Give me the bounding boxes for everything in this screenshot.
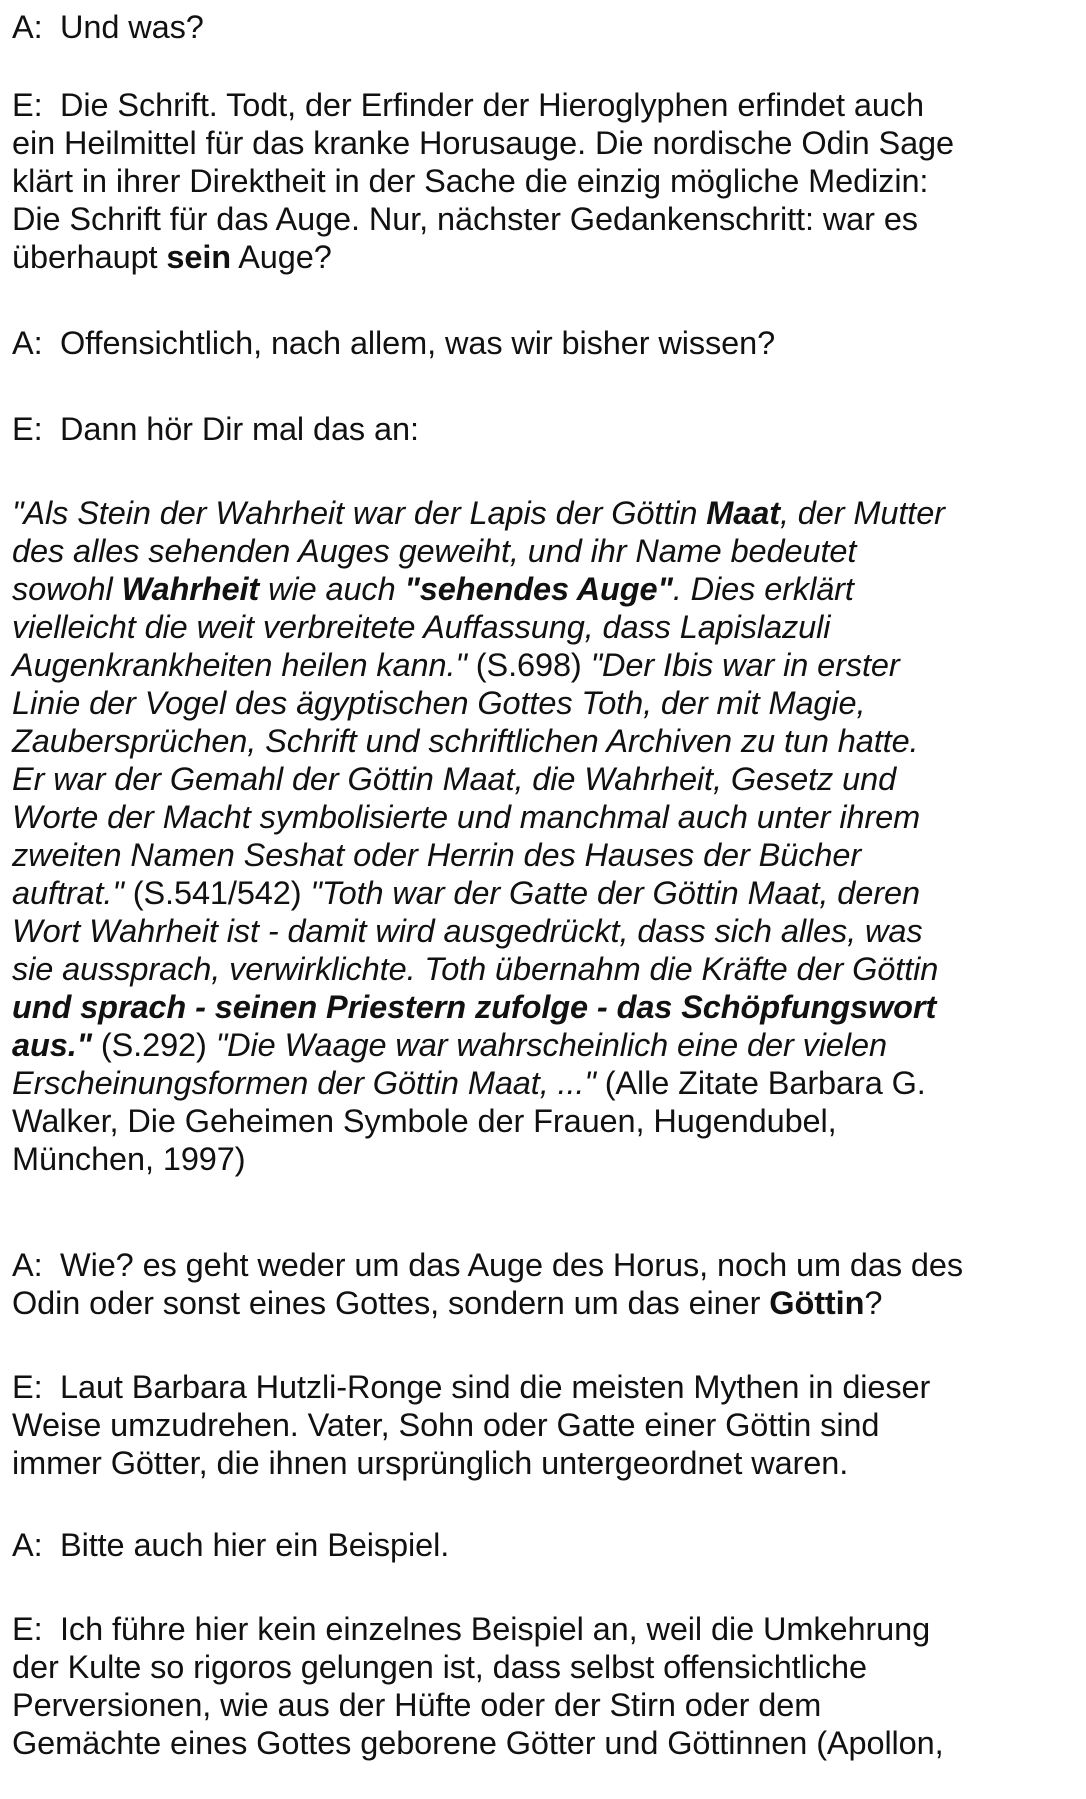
quote-text: Wort Wahrheit ist - damit wird ausgedrückt, dass sich alles, was — [12, 913, 923, 949]
dialogue-text: Die Schrift. Todt, der Erfinder der Hieroglyphen erfindet auch — [60, 87, 924, 123]
dialogue-text: Odin oder sonst eines Gottes, sondern um das einer — [12, 1285, 770, 1321]
quote-text: "Toth war der Gatte der Göttin Maat, deren — [310, 875, 920, 911]
quote-line — [12, 1026, 887, 1064]
quote-text: sowohl — [12, 571, 122, 607]
speaker-label: A: — [12, 9, 43, 45]
citation-text: (S.698) — [466, 647, 591, 683]
dialogue-text: Offensichtlich, nach allem, was wir bisher wissen? — [60, 325, 776, 361]
dialogue-line — [12, 8, 204, 46]
quote-line — [12, 646, 900, 684]
citation-text: (Alle Zitate Barbara G. — [595, 1065, 926, 1101]
quote-text: "Die Waage war wahrscheinlich eine der vielen — [215, 1027, 887, 1063]
speaker-label: E: — [12, 411, 43, 447]
dialogue-text: Auge? — [231, 239, 332, 275]
emphasis-text: sein — [166, 239, 232, 275]
quote-line — [12, 722, 919, 760]
quote-line — [12, 798, 920, 836]
dialogue-text: Weise umzudrehen. Vater, Sohn oder Gatte einer Göttin sind — [12, 1407, 880, 1443]
dialogue-text: ein Heilmittel für das kranke Horusauge. Die nordische Odin Sage — [12, 125, 955, 161]
dialogue-line — [12, 1610, 930, 1648]
quote-text: vielleicht die weit verbreitete Auffassung, dass Lapislazuli — [12, 609, 831, 645]
dialogue-text: immer Götter, die ihnen ursprünglich untergeordnet waren. — [12, 1445, 849, 1481]
speaker-label: E: — [12, 87, 43, 123]
quote-line — [12, 1102, 837, 1140]
dialogue-line — [12, 1284, 882, 1322]
quote-text: , der Mutter — [779, 495, 945, 531]
dialogue-text: Und was? — [60, 9, 204, 45]
quote-text: sie aussprach, verwirklichte. Toth übernahm die Kräfte der Göttin — [12, 951, 939, 987]
dialogue-text: überhaupt — [12, 239, 167, 275]
quote-text: Augenkrankheiten heilen kann." — [12, 647, 467, 683]
quote-text: Zaubersprüchen, Schrift und schriftlichen Archiven zu tun hatte. — [12, 723, 919, 759]
speaker-label: E: — [12, 1369, 43, 1405]
quote-text: "Der Ibis war in erster — [590, 647, 900, 683]
dialogue-line — [12, 238, 332, 276]
dialogue-text: der Kulte so rigoros gelungen ist, dass selbst offensichtliche — [12, 1649, 867, 1685]
quote-text: des alles sehenden Auges geweiht, und ihr Name bedeutet — [12, 533, 857, 569]
dialogue-line — [12, 1368, 930, 1406]
dialogue-line — [12, 200, 918, 238]
quote-line — [12, 570, 854, 608]
dialogue-line — [12, 1406, 879, 1444]
speaker-label: A: — [12, 1247, 43, 1283]
dialogue-text: Gemächte eines Gottes geborene Götter und Göttinnen (Apollon, — [12, 1725, 944, 1761]
quote-line — [12, 1064, 926, 1102]
dialogue-line — [12, 410, 419, 448]
dialogue-line — [12, 1648, 867, 1686]
quote-line — [12, 608, 830, 646]
speaker-label: A: — [12, 1527, 43, 1563]
speaker-label: E: — [12, 1611, 43, 1647]
quote-line — [12, 494, 945, 532]
emphasis-text: Wahrheit — [121, 571, 260, 607]
quote-line — [12, 532, 856, 570]
citation-text: Walker, Die Geheimen Symbole der Frauen, Hugendubel, — [12, 1103, 837, 1139]
emphasis-text: Göttin — [769, 1285, 865, 1321]
dialogue-text: Perversionen, wie aus der Hüfte oder der Stirn oder dem — [12, 1687, 822, 1723]
speaker-label: A: — [12, 325, 43, 361]
dialogue-line — [12, 324, 775, 362]
quote-text: auftrat." — [12, 875, 124, 911]
citation-text: (S.541/542) — [123, 875, 311, 911]
dialogue-line — [12, 1724, 944, 1762]
quote-line — [12, 1140, 245, 1178]
dialogue-line — [12, 1246, 963, 1284]
dialogue-text: klärt in ihrer Direktheit in der Sache die einzig mögliche Medizin: — [12, 163, 929, 199]
dialogue-text: ? — [864, 1285, 883, 1321]
dialogue-line — [12, 162, 928, 200]
emphasis-text: "sehendes Auge" — [404, 571, 673, 607]
citation-text: München, 1997) — [12, 1141, 246, 1177]
quote-text: . Dies erklärt — [672, 571, 854, 607]
dialogue-text: Wie? es geht weder um das Auge des Horus, noch um das des — [60, 1247, 963, 1283]
quote-line — [12, 760, 896, 798]
dialogue-line — [12, 1686, 821, 1724]
dialogue-line — [12, 1526, 449, 1564]
quote-text: Worte der Macht symbolisierte und manchmal auch unter ihrem — [12, 799, 921, 835]
quote-text: Erscheinungsformen der Göttin Maat, ..." — [12, 1065, 596, 1101]
dialogue-line — [12, 86, 924, 124]
quote-line — [12, 684, 865, 722]
dialogue-line — [12, 124, 954, 162]
quote-line — [12, 988, 936, 1026]
quote-line — [12, 836, 861, 874]
dialogue-text: Die Schrift für das Auge. Nur, nächster Gedankenschritt: war es — [12, 201, 918, 237]
quote-line — [12, 874, 920, 912]
quote-text: "Als Stein der Wahrheit war der Lapis der Göttin — [12, 495, 707, 531]
dialogue-text: Laut Barbara Hutzli-Ronge sind die meisten Mythen in dieser — [60, 1369, 931, 1405]
dialogue-line — [12, 1444, 848, 1482]
emphasis-text: Maat — [706, 495, 780, 531]
quote-text: Linie der Vogel des ägyptischen Gottes Toth, der mit Magie, — [12, 685, 866, 721]
quote-text: zweiten Namen Seshat oder Herrin des Hauses der Bücher — [12, 837, 862, 873]
dialogue-text: Bitte auch hier ein Beispiel. — [60, 1527, 450, 1563]
quote-text: wie auch — [259, 571, 405, 607]
emphasis-text: aus." — [12, 1027, 92, 1063]
dialogue-text: Ich führe hier kein einzelnes Beispiel an, weil die Umkehrung — [60, 1611, 931, 1647]
quote-text: Er war der Gemahl der Göttin Maat, die Wahrheit, Gesetz und — [12, 761, 897, 797]
citation-text: (S.292) — [91, 1027, 216, 1063]
quote-line — [12, 912, 923, 950]
dialogue-text: Dann hör Dir mal das an: — [60, 411, 419, 447]
quote-line — [12, 950, 938, 988]
emphasis-text: und sprach - seinen Priestern zufolge - das Schöpfungswort — [12, 989, 937, 1025]
